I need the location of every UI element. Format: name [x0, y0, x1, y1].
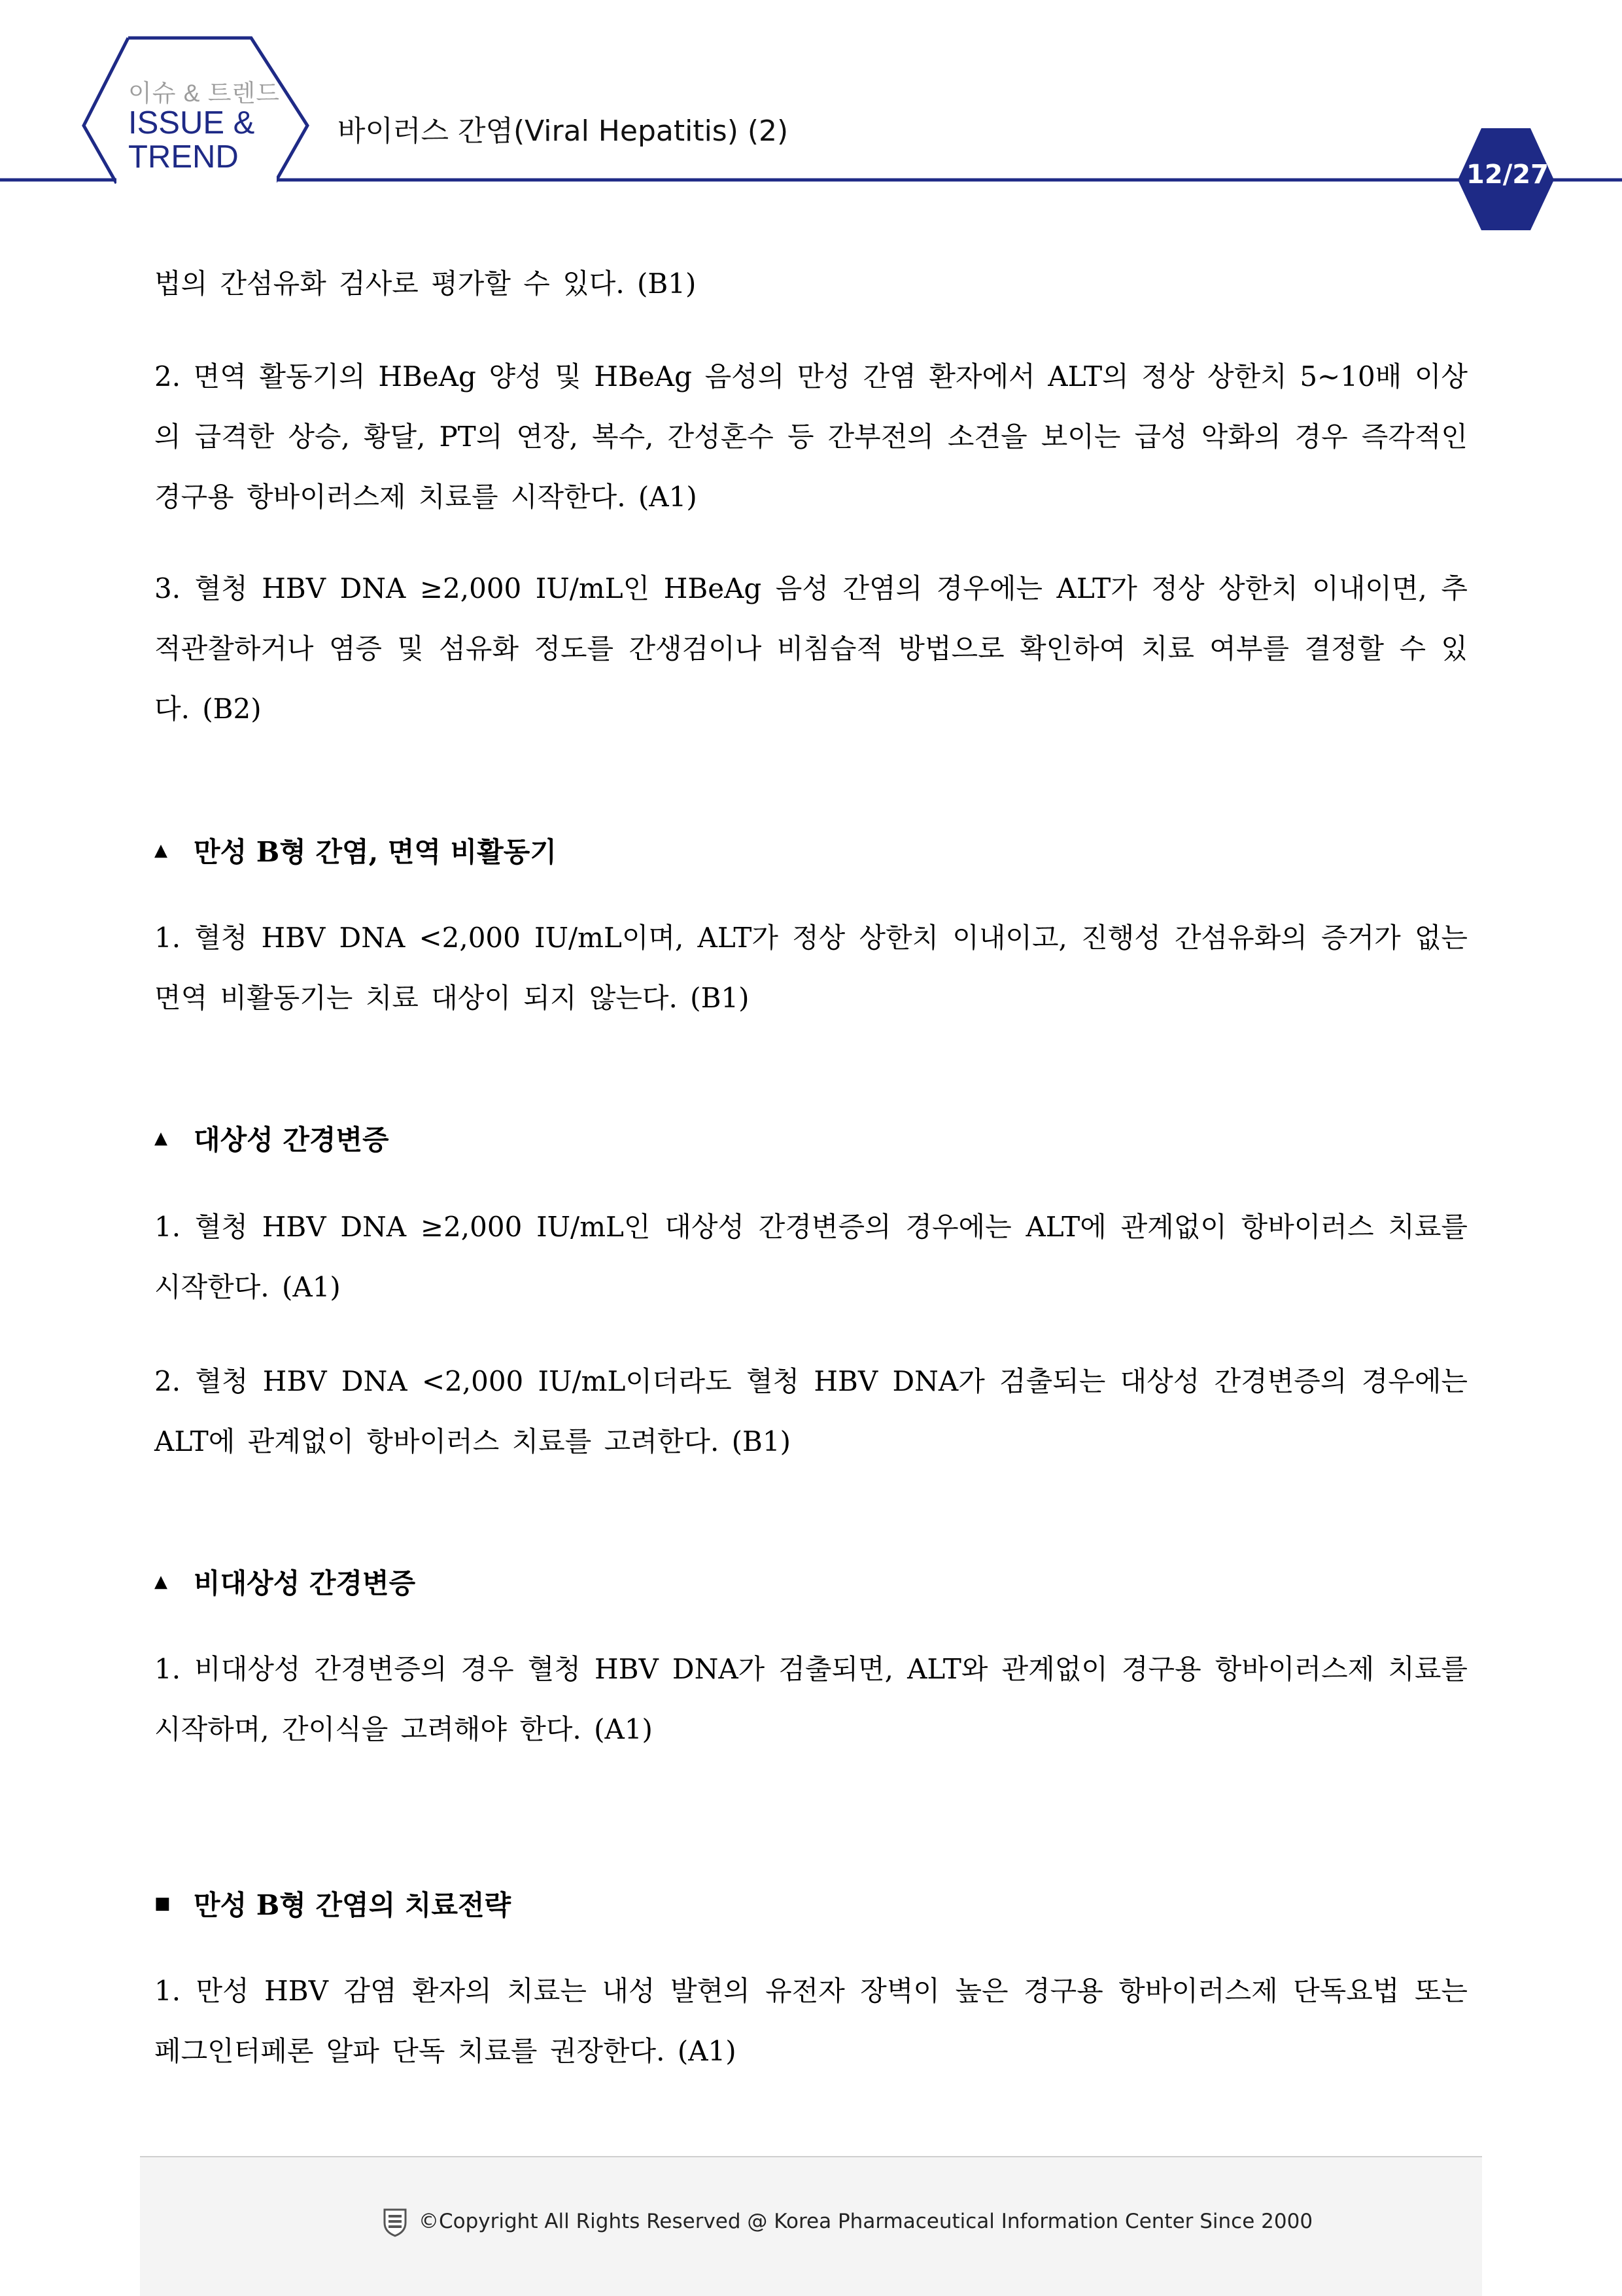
paragraph: 법의 간섬유화 검사로 평가할 수 있다. (B1) [154, 268, 697, 300]
section-heading-text: 만성 B형 간염의 치료전략 [194, 1889, 511, 1921]
paragraph: 2. 면역 활동기의 HBeAg 양성 및 HBeAg 음성의 만성 간염 환자에서 ALT의 정상 상한치 5~10배 이상의 급격한 상승, 황달, PT의 연장, 복수, 간성혼수 등 간부전의 소견을 보이는 급성 악화의 경우 즉각적인 경구용 항바이러스제 치료를 시작한다. (A1) [154, 360, 1468, 513]
paragraph: 3. 혈청 HBV DNA ≥2,000 IU/mL인 HBeAg 음성 간염의 경우에는 ALT가 정상 상한치 이내이면, 추적관찰하거나 염증 및 섬유화 정도를 간생검이나 비침습적 방법으로 확인하여 치료 여부를 결정할 수 있다. (B2) [154, 572, 1468, 725]
section-heading-text: 비대상성 간경변증 [194, 1567, 416, 1599]
triangle-bullet-icon: ▲ [154, 1128, 167, 1148]
triangle-bullet-icon: ▲ [154, 1572, 167, 1592]
section-heading [154, 1562, 415, 1601]
kpic-shield-icon [382, 2207, 408, 2237]
page-number: 12/27 [1466, 160, 1549, 190]
section-heading [154, 1884, 511, 1923]
paragraph: 1. 비대상성 간경변증의 경우 혈청 HBV DNA가 검출되면, ALT와 관계없이 경구용 항바이러스제 치료를 시작하며, 간이식을 고려해야 한다. (A1) [154, 1653, 1468, 1745]
section-heading [154, 1119, 389, 1158]
square-bullet-icon: ■ [154, 1894, 171, 1913]
section-heading-text: 대상성 간경변증 [194, 1124, 389, 1156]
paragraph: 1. 혈청 HBV DNA <2,000 IU/mL이며, ALT가 정상 상한치 이내이고, 진행성 간섬유화의 증거가 없는 면역 비활동기는 치료 대상이 되지 않는다. (B1) [154, 922, 1468, 1014]
section-heading-text: 만성 B형 간염, 면역 비활동기 [194, 836, 557, 868]
paragraph: 1. 혈청 HBV DNA ≥2,000 IU/mL인 대상성 간경변증의 경우에는 ALT에 관계없이 항바이러스 치료를 시작한다. (A1) [154, 1211, 1468, 1303]
badge-subtitle: 이슈 & 트렌드 [128, 80, 280, 107]
badge-title-line1: ISSUE & [128, 105, 255, 141]
section-heading [154, 831, 557, 870]
badge-title-line2: TREND [128, 139, 239, 175]
paragraph: 2. 혈청 HBV DNA <2,000 IU/mL이더라도 혈청 HBV DNA가 검출되는 대상성 간경변증의 경우에는 ALT에 관계없이 항바이러스 치료를 고려한다. (B1) [154, 1365, 1468, 1457]
document-title: 바이러스 간염(Viral Hepatitis) (2) [337, 114, 789, 148]
copyright-text: ©Copyright All Rights Reserved @ Korea Pharmaceutical Information Center Since 2000 [419, 2210, 1313, 2233]
triangle-bullet-icon: ▲ [154, 841, 167, 860]
paragraph: 1. 만성 HBV 감염 환자의 치료는 내성 발현의 유전자 장벽이 높은 경구용 항바이러스제 단독요법 또는 페그인터페론 알파 단독 치료를 권장한다. (A1) [154, 1975, 1468, 2067]
page-header [0, 0, 1622, 235]
